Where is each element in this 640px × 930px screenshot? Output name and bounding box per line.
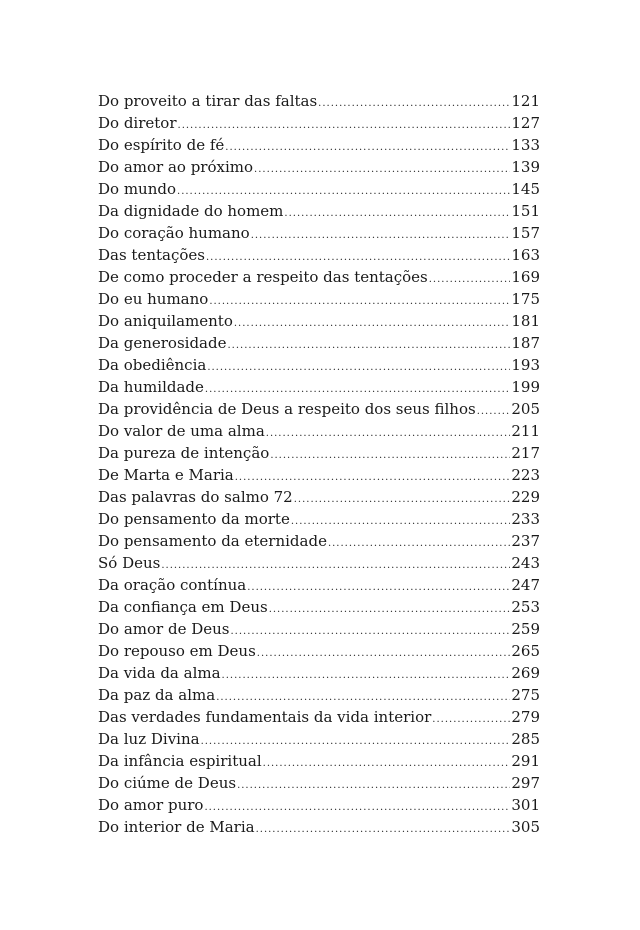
- entry-title: Da humildade: [98, 378, 204, 396]
- toc-entry: [98, 772, 540, 794]
- entry-title: Do mundo: [98, 180, 177, 198]
- entry-page-number: 175: [511, 290, 540, 308]
- entry-page-number: 259: [511, 620, 540, 638]
- dot-leader: [209, 291, 510, 313]
- entry-page-number: 217: [511, 444, 540, 462]
- entry-title: Da dignidade do homem: [98, 202, 284, 220]
- toc-entry: [98, 816, 540, 838]
- entry-title: Das verdades fundamentais da vida interior: [98, 708, 432, 726]
- entry-title: Só Deus: [98, 554, 161, 572]
- dot-leader: [234, 313, 511, 335]
- entry-title: Da infância espiritual: [98, 752, 262, 770]
- toc-entry: [98, 530, 540, 552]
- dot-leader: [222, 665, 511, 687]
- entry-title: Do aniquilamento: [98, 312, 233, 330]
- toc-entry: [98, 376, 540, 398]
- entry-page-number: 237: [511, 532, 540, 550]
- entry-title: Do pensamento da eternidade: [98, 532, 327, 550]
- toc-entry: [98, 112, 540, 134]
- entry-page-number: 291: [511, 752, 540, 770]
- table-of-contents: [98, 90, 540, 838]
- entry-page-number: 163: [511, 246, 540, 264]
- toc-entry: [98, 222, 540, 244]
- entry-page-number: 269: [511, 664, 540, 682]
- toc-entry: [98, 266, 540, 288]
- dot-leader: [270, 445, 510, 467]
- entry-title: Das tentações: [98, 246, 205, 264]
- entry-title: De Marta e Maria: [98, 466, 234, 484]
- dot-leader: [225, 137, 510, 159]
- entry-title: Do valor de uma alma: [98, 422, 265, 440]
- dot-leader: [266, 423, 511, 445]
- entry-page-number: 233: [511, 510, 540, 528]
- dot-leader: [237, 775, 510, 797]
- entry-title: Da luz Divina: [98, 730, 200, 748]
- toc-entry: [98, 354, 540, 376]
- entry-title: De como proceder a respeito das tentações: [98, 268, 428, 286]
- dot-leader: [251, 225, 511, 247]
- toc-entry: [98, 178, 540, 200]
- dot-leader: [178, 115, 511, 137]
- entry-title: Do eu humano: [98, 290, 209, 308]
- dot-leader: [269, 599, 511, 621]
- entry-title: Das palavras do salmo 72: [98, 488, 293, 506]
- entry-page-number: 145: [511, 180, 540, 198]
- entry-page-number: 193: [511, 356, 540, 374]
- entry-title: Do espírito de fé: [98, 136, 225, 154]
- entry-title: Do repouso em Deus: [98, 642, 256, 660]
- toc-entry: [98, 464, 540, 486]
- toc-entry: [98, 486, 540, 508]
- entry-title: Da providência de Deus a respeito dos seus filhos: [98, 400, 476, 418]
- entry-page-number: 157: [511, 224, 540, 242]
- toc-entry: [98, 200, 540, 222]
- entry-title: Do amor puro: [98, 796, 204, 814]
- toc-entry: [98, 134, 540, 156]
- toc-entry: [98, 244, 540, 266]
- entry-page-number: 223: [511, 466, 540, 484]
- toc-entry: [98, 90, 540, 112]
- entry-page-number: 305: [511, 818, 540, 836]
- entry-page-number: 275: [511, 686, 540, 704]
- entry-title: Da obediência: [98, 356, 207, 374]
- dot-leader: [432, 709, 510, 731]
- entry-page-number: 169: [511, 268, 540, 286]
- dot-leader: [294, 489, 511, 511]
- entry-page-number: 211: [511, 422, 540, 440]
- toc-entry: [98, 662, 540, 684]
- entry-title: Do amor ao próximo: [98, 158, 254, 176]
- dot-leader: [207, 357, 510, 379]
- toc-entry: [98, 288, 540, 310]
- entry-page-number: 205: [511, 400, 540, 418]
- entry-page-number: 247: [511, 576, 540, 594]
- toc-entry: [98, 618, 540, 640]
- toc-entry: [98, 596, 540, 618]
- dot-leader: [263, 753, 511, 775]
- entry-title: Do proveito a tirar das faltas: [98, 92, 318, 110]
- entry-title: Da paz da alma: [98, 686, 216, 704]
- entry-title: Do pensamento da morte: [98, 510, 290, 528]
- entry-title: Da oração contínua: [98, 576, 247, 594]
- toc-entry: [98, 750, 540, 772]
- toc-entry: [98, 420, 540, 442]
- dot-leader: [477, 401, 511, 423]
- entry-title: Do diretor: [98, 114, 177, 132]
- toc-entry: [98, 156, 540, 178]
- toc-entry: [98, 728, 540, 750]
- entry-title: Do coração humano: [98, 224, 250, 242]
- entry-page-number: 301: [511, 796, 540, 814]
- entry-page-number: 187: [511, 334, 540, 352]
- entry-page-number: 127: [511, 114, 540, 132]
- dot-leader: [257, 643, 511, 665]
- entry-page-number: 285: [511, 730, 540, 748]
- entry-page-number: 265: [511, 642, 540, 660]
- toc-entry: [98, 508, 540, 530]
- dot-leader: [256, 819, 511, 841]
- toc-entry: [98, 310, 540, 332]
- toc-entry: [98, 552, 540, 574]
- entry-page-number: 139: [511, 158, 540, 176]
- toc-entry: [98, 332, 540, 354]
- entry-title: Do ciúme de Deus: [98, 774, 237, 792]
- dot-leader: [284, 203, 510, 225]
- dot-leader: [227, 335, 510, 357]
- entry-title: Do amor de Deus: [98, 620, 230, 638]
- dot-leader: [247, 577, 510, 599]
- entry-title: Do interior de Maria: [98, 818, 255, 836]
- entry-page-number: 279: [511, 708, 540, 726]
- entry-page-number: 243: [511, 554, 540, 572]
- toc-entry: [98, 574, 540, 596]
- entry-page-number: 229: [511, 488, 540, 506]
- entry-page-number: 133: [511, 136, 540, 154]
- dot-leader: [429, 269, 511, 291]
- entry-title: Da vida da alma: [98, 664, 221, 682]
- toc-entry: [98, 794, 540, 816]
- toc-entry: [98, 398, 540, 420]
- entry-page-number: 199: [511, 378, 540, 396]
- entry-title: Da pureza de intenção: [98, 444, 270, 462]
- toc-entry: [98, 684, 540, 706]
- dot-leader: [230, 621, 510, 643]
- entry-page-number: 151: [511, 202, 540, 220]
- dot-leader: [254, 159, 510, 181]
- entry-page-number: 181: [511, 312, 540, 330]
- entry-page-number: 253: [511, 598, 540, 616]
- entry-title: Da confiança em Deus: [98, 598, 268, 616]
- toc-entry: [98, 640, 540, 662]
- dot-leader: [328, 533, 510, 555]
- dot-leader: [318, 93, 510, 115]
- entry-page-number: 121: [511, 92, 540, 110]
- toc-entry: [98, 442, 540, 464]
- entry-title: Da generosidade: [98, 334, 227, 352]
- entry-page-number: 297: [511, 774, 540, 792]
- toc-entry: [98, 706, 540, 728]
